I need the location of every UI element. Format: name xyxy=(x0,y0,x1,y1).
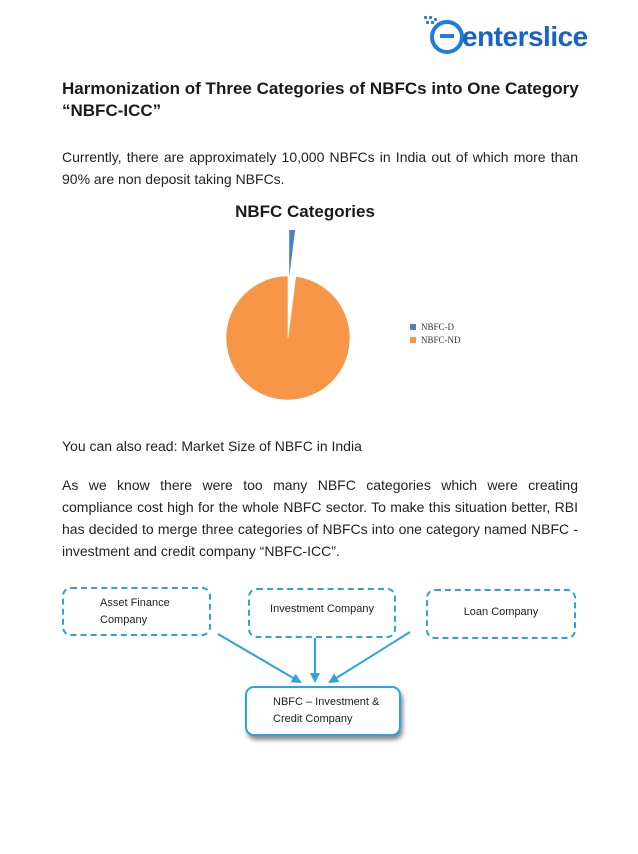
source-box-asset-finance xyxy=(62,587,211,636)
target-box-nbfc-icc xyxy=(245,686,401,736)
page-title: Harmonization of Three Categories of NBFCs into One Category “NBFC-ICC” xyxy=(62,79,579,120)
source-label: Loan Company xyxy=(463,606,539,618)
logo-text: enterslice xyxy=(462,21,588,52)
intro-paragraph: Currently, there are approximately 10,000 NBFCs in India out of which more than 90% are non deposit taking NBFCs. xyxy=(62,149,578,187)
arrow-from-loan xyxy=(330,632,410,682)
also-read-link[interactable]: You can also read: Market Size of NBFC in India xyxy=(62,438,362,454)
source-box-investment xyxy=(248,588,396,638)
source-box-loan xyxy=(426,589,576,639)
arrow-from-asset xyxy=(218,634,300,682)
legend-label: NBFC-ND xyxy=(421,334,461,345)
source-label: Investment Company xyxy=(270,603,374,615)
chart-title: NBFC Categories xyxy=(235,202,375,221)
source-label: Asset Finance Company xyxy=(100,597,170,626)
body-paragraph: As we know there were too many NBFC categories which were creating compliance cost high for the whole NBFC sector. To make this situation better, RBI has decided to merge three categories of NBFCs into one category named NBFC - investment and credit company “NBFC-ICC”. xyxy=(62,477,578,559)
target-label: NBFC – Investment & Credit Company xyxy=(273,696,380,725)
legend-label: NBFC-D xyxy=(421,321,455,332)
